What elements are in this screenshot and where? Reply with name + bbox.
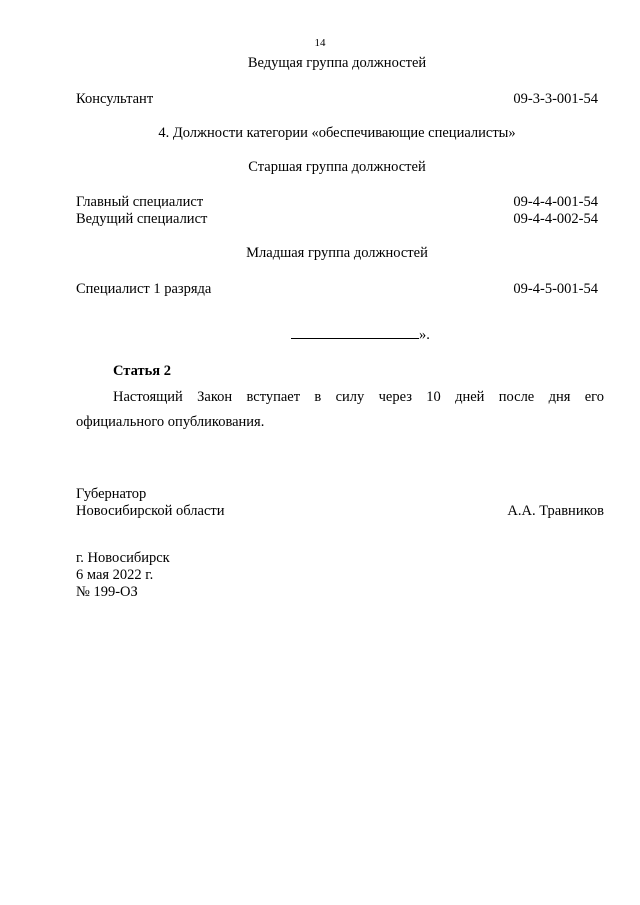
page-number: 14 — [314, 37, 326, 49]
article-text-line: официального опубликования. — [76, 414, 265, 430]
article-title: Статья 2 — [113, 363, 171, 379]
position-row — [76, 194, 598, 211]
signatory-name: А.А. Травников — [507, 503, 604, 519]
junior-group-heading: Младшая группа должностей — [246, 245, 428, 261]
position-code: 09-4-4-002-54 — [513, 211, 598, 227]
position-title: Ведущий специалист — [76, 211, 208, 227]
position-row — [76, 91, 598, 108]
closing-line — [291, 325, 430, 344]
blank-line — [291, 325, 419, 339]
position-code: 09-4-5-001-54 — [513, 281, 598, 297]
signature-row — [76, 503, 604, 520]
position-title: Консультант — [76, 91, 154, 107]
senior-group-heading: Старшая группа должностей — [248, 159, 426, 175]
closing-quote: ». — [419, 327, 430, 343]
position-row — [76, 211, 598, 228]
position-title: Специалист 1 разряда — [76, 281, 212, 297]
article-text-line: Настоящий Закон вступает в силу через 10 дней после дня его — [113, 389, 604, 405]
city: г. Новосибирск — [76, 550, 170, 566]
date: 6 мая 2022 г. — [76, 567, 154, 583]
position-code: 09-4-4-001-54 — [513, 194, 598, 210]
article-text — [76, 385, 604, 435]
signature-region: Новосибирской области — [76, 503, 225, 519]
category-heading: 4. Должности категории «обеспечивающие специалисты» — [158, 125, 516, 141]
position-row — [76, 281, 598, 298]
signature-position: Губернатор — [76, 486, 147, 502]
position-code: 09-3-3-001-54 — [513, 91, 598, 107]
document-number: № 199-ОЗ — [76, 584, 138, 600]
position-title: Главный специалист — [76, 194, 204, 210]
leading-group-heading: Ведущая группа должностей — [247, 55, 427, 71]
